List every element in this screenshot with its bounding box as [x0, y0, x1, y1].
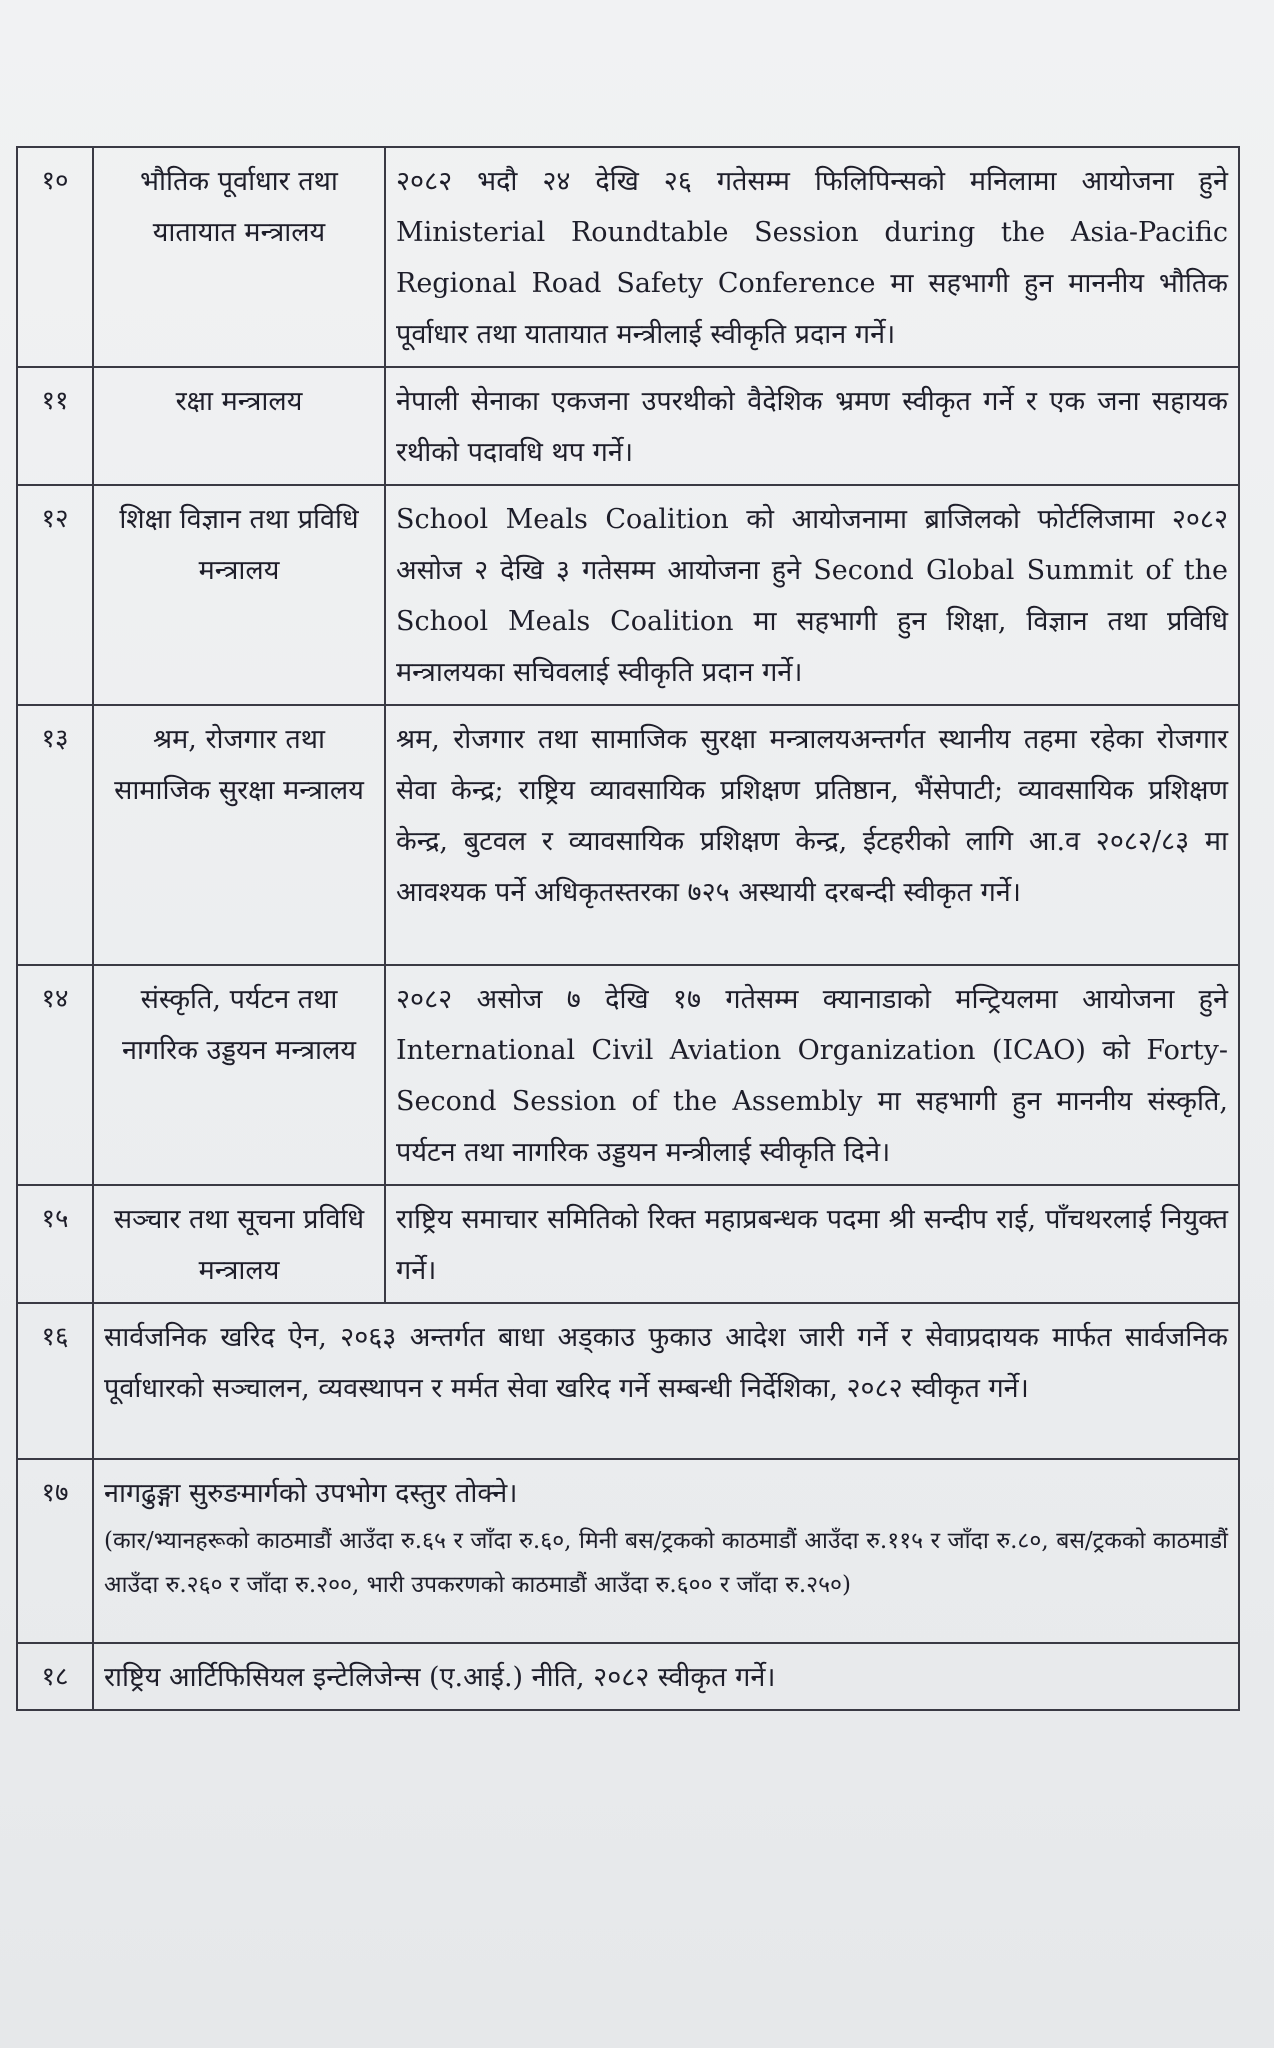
table-row	[17, 705, 1239, 965]
decision-main-text: सार्वजनिक खरिद ऐन, २०६३ अन्तर्गत बाधा अड्काउ फुकाउ आदेश जारी गर्ने र सेवाप्रदायक मार्फत सार्वजनिक पूर्वाधारको सञ्चालन, व्यवस्थापन र मर्मत सेवा खरिद गर्ने सम्बन्धी निर्देशिका, २०८२ स्वीकृत गर्ने।	[104, 1322, 1228, 1404]
ministry-name: रक्षा मन्त्रालय	[93, 367, 385, 485]
cabinet-decisions-table	[16, 146, 1240, 1711]
table-row	[17, 1185, 1239, 1303]
table-row	[17, 1459, 1239, 1643]
table-row	[17, 1303, 1239, 1459]
table-row	[17, 485, 1239, 705]
ministry-name: श्रम, रोजगार तथा सामाजिक सुरक्षा मन्त्रालय	[93, 705, 385, 965]
table-row	[17, 1643, 1239, 1710]
row-number: १४	[17, 965, 93, 1185]
row-number: १२	[17, 485, 93, 705]
decision-text: २०८२ भदौ २४ देखि २६ गतेसम्म फिलिपिन्सको मनिलामा आयोजना हुने Ministerial Roundtable Session during the Asia-Pacific Regional Road Safety Conference मा सहभागी हुन माननीय भौतिक पूर्वाधार तथा यातायात मन्त्रीलाई स्वीकृति प्रदान गर्ने।	[385, 147, 1239, 367]
decision-text	[93, 1303, 1239, 1459]
table-row	[17, 147, 1239, 367]
decision-text	[93, 1643, 1239, 1710]
decision-text: School Meals Coalition को आयोजनामा ब्राजिलको फोर्टलिजामा २०८२ असोज २ देखि ३ गतेसम्म आयोजना हुने Second Global Summit of the School Meals Coalition मा सहभागी हुन शिक्षा, विज्ञान तथा प्रविधि मन्त्रालयका सचिवलाई स्वीकृति प्रदान गर्ने।	[385, 485, 1239, 705]
decision-text: राष्ट्रिय समाचार समितिको रिक्त महाप्रबन्धक पदमा श्री सन्दीप राई, पाँचथरलाई नियुक्त गर्ने।	[385, 1185, 1239, 1303]
ministry-name: शिक्षा विज्ञान तथा प्रविधि मन्त्रालय	[93, 485, 385, 705]
ministry-name: संस्कृति, पर्यटन तथा नागरिक उड्डयन मन्त्रालय	[93, 965, 385, 1185]
row-number: १७	[17, 1459, 93, 1643]
row-number: १०	[17, 147, 93, 367]
table-row	[17, 965, 1239, 1185]
row-number: १५	[17, 1185, 93, 1303]
ministry-name: भौतिक पूर्वाधार तथा यातायात मन्त्रालय	[93, 147, 385, 367]
decision-text: श्रम, रोजगार तथा सामाजिक सुरक्षा मन्त्रालयअन्तर्गत स्थानीय तहमा रहेका रोजगार सेवा केन्द्र; राष्ट्रिय व्यावसायिक प्रशिक्षण प्रतिष्ठान, भैंसेपाटी; व्यावसायिक प्रशिक्षण केन्द्र, बुटवल र व्यावसायिक प्रशिक्षण केन्द्र, ईटहरीको लागि आ.व २०८२/८३ मा आवश्यक पर्ने अधिकृतस्तरका ७२५ अस्थायी दरबन्दी स्वीकृत गर्ने।	[385, 705, 1239, 965]
decision-main-text: नागढुङ्गा सुरुङमार्गको उपभोग दस्तुर तोक्ने।	[104, 1478, 518, 1509]
decision-text: नेपाली सेनाका एकजना उपरथीको वैदेशिक भ्रमण स्वीकृत गर्ने र एक जना सहायक रथीको पदावधि थप गर्ने।	[385, 367, 1239, 485]
row-number: १६	[17, 1303, 93, 1459]
decision-main-text: राष्ट्रिय आर्टिफिसियल इन्टेलिजेन्स (ए.आई.) नीति, २०८२ स्वीकृत गर्ने।	[104, 1662, 776, 1693]
row-number: १३	[17, 705, 93, 965]
ministry-name: सञ्चार तथा सूचना प्रविधि मन्त्रालय	[93, 1185, 385, 1303]
table-row	[17, 367, 1239, 485]
row-number: ११	[17, 367, 93, 485]
decision-text	[93, 1459, 1239, 1643]
row-number: १८	[17, 1643, 93, 1710]
decision-text: २०८२ असोज ७ देखि १७ गतेसम्म क्यानाडाको मन्ट्रियलमा आयोजना हुने International Civil Aviation Organization (ICAO) को Forty-Second Session of the Assembly मा सहभागी हुन माननीय संस्कृति, पर्यटन तथा नागरिक उड्डयन मन्त्रीलाई स्वीकृति दिने।	[385, 965, 1239, 1185]
fee-details-text: (कार/भ्यानहरूको काठमाडौं आउँदा रु.६५ र जाँदा रु.६०, मिनी बस/ट्रकको काठमाडौं आउँदा रु.११५ र जाँदा रु.८०, बस/ट्रकको काठमाडौं आउँदा रु.२६० र जाँदा रु.२००, भारी उपकरणको काठमाडौं आउँदा रु.६०० र जाँदा रु.२५०)	[104, 1528, 1228, 1598]
